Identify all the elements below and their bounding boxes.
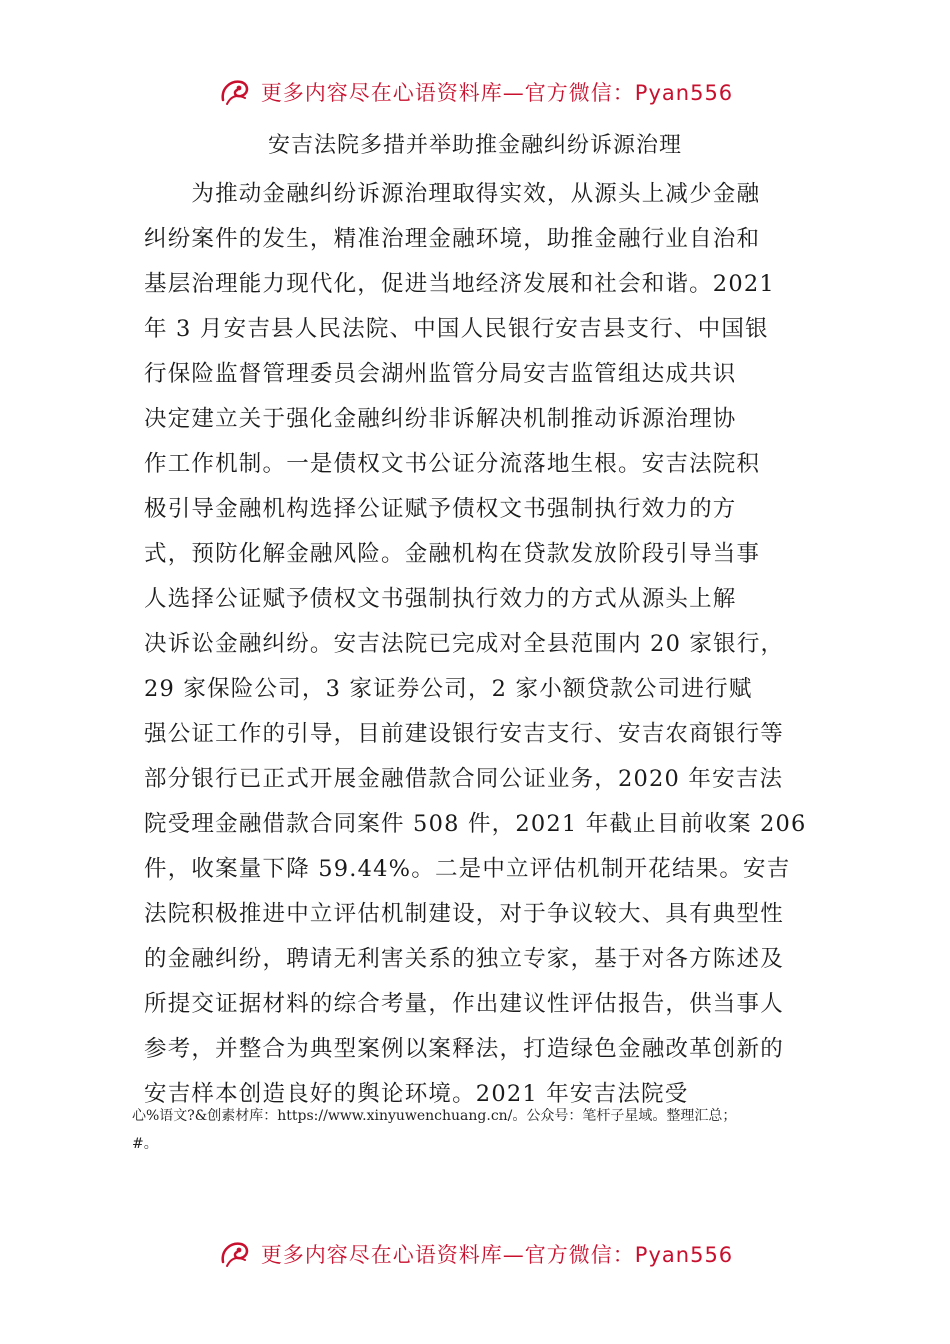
body-line: 的金融纠纷，聘请无利害关系的独立专家，基于对各方陈述及 — [144, 946, 784, 972]
body-line: 决定建立关于强化金融纠纷非诉解决机制推动诉源治理协 — [144, 406, 737, 432]
body-line: 决诉讼金融纠纷。安吉法院已完成对全县范围内 20 家银行， — [144, 631, 785, 657]
body-line: 所提交证据材料的综合考量，作出建议性评估报告，供当事人 — [144, 991, 784, 1017]
source-note — [132, 1102, 832, 1158]
body-line: 极引导金融机构选择公证赋予债权文书强制执行效力的方 — [144, 496, 737, 522]
source-note-line: 心%语文?&创素材库：https://www.xinyuwenchuang.cn/。公众号：笔杆子星域。整理汇总； — [132, 1108, 737, 1124]
header-banner — [0, 74, 950, 110]
body-line: 29 家保险公司，3 家证券公司，2 家小额贷款公司进行赋 — [144, 676, 753, 702]
source-note-line: #。 — [132, 1136, 158, 1152]
body-line: 作工作机制。一是债权文书公证分流落地生根。安吉法院积 — [144, 451, 761, 477]
body-line: 纠纷案件的发生，精准治理金融环境，助推金融行业自治和 — [144, 226, 761, 252]
body-line: 法院积极推进中立评估机制建设，对于争议较大、具有典型性 — [144, 901, 784, 927]
body-line: 安吉样本创造良好的舆论环境。2021 年安吉法院受 — [144, 1081, 689, 1107]
body-line: 人选择公证赋予债权文书强制执行效力的方式从源头上解 — [144, 586, 737, 612]
document-body — [144, 172, 820, 1117]
body-line: 基层治理能力现代化，促进当地经济发展和社会和谐。2021 — [144, 271, 775, 297]
body-line: 参考，并整合为典型案例以案释法，打造绿色金融改革创新的 — [144, 1036, 784, 1062]
banner-text: 更多内容尽在心语资料库—官方微信：Pyan556 — [260, 81, 734, 105]
body-line: 强公证工作的引导，目前建设银行安吉支行、安吉农商银行等 — [144, 721, 784, 747]
body-line: 年 3 月安吉县人民法院、中国人民银行安吉县支行、中国银 — [144, 316, 769, 342]
document-title: 安吉法院多措并举助推金融纠纷诉源治理 — [267, 133, 682, 158]
body-line: 行保险监督管理委员会湖州监管分局安吉监管组达成共识 — [144, 361, 737, 387]
body-line: 件，收案量下降 59.44%。二是中立评估机制开花结果。安吉 — [144, 856, 791, 882]
body-line: 院受理金融借款合同案件 508 件，2021 年截止目前收案 206 — [144, 811, 807, 837]
footer-banner — [0, 1236, 950, 1272]
body-line: 部分银行已正式开展金融借款合同公证业务，2020 年安吉法 — [144, 766, 784, 792]
body-line: 式，预防化解金融风险。金融机构在贷款发放阶段引导当事 — [144, 541, 761, 567]
curled-leaf-logo-icon — [217, 1236, 253, 1272]
body-line: 为推动金融纠纷诉源治理取得实效，从源头上减少金融 — [144, 181, 761, 207]
banner-text: 更多内容尽在心语资料库—官方微信：Pyan556 — [260, 1243, 734, 1267]
curled-leaf-logo-icon — [217, 74, 253, 110]
